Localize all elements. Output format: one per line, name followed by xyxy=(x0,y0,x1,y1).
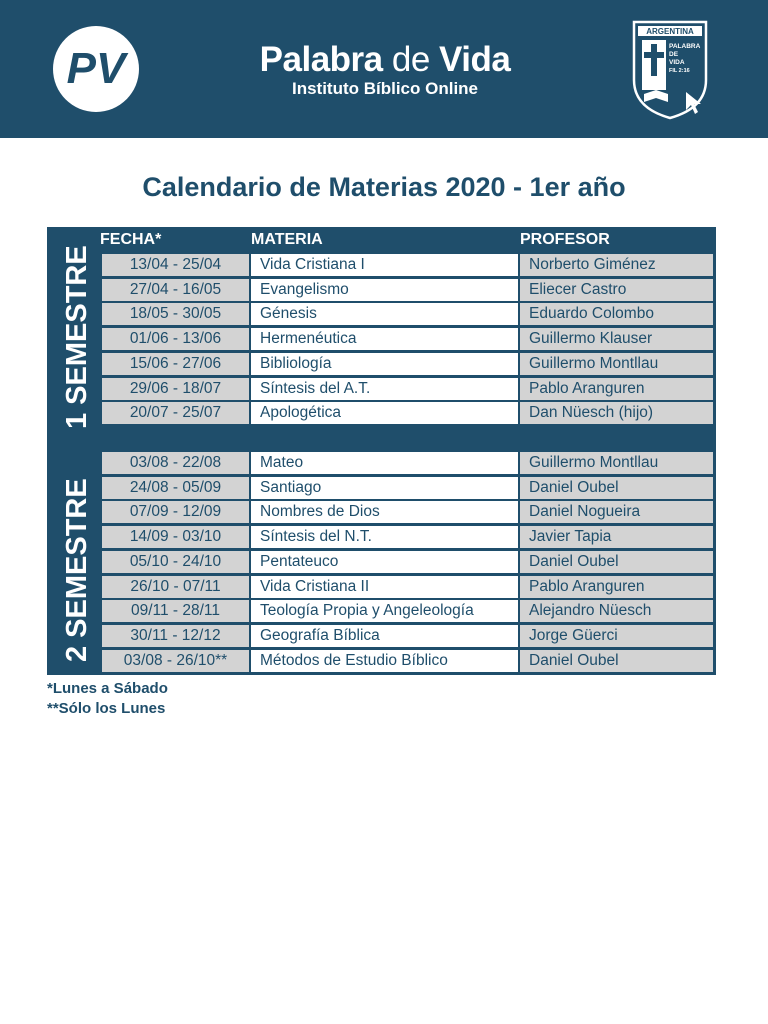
cell-materia: Génesis xyxy=(251,303,518,325)
column-header-profesor: PROFESOR xyxy=(520,231,610,248)
cell-fecha: 13/04 - 25/04 xyxy=(102,254,249,276)
cell-profesor: Eduardo Colombo xyxy=(520,303,713,325)
cell-fecha: 09/11 - 28/11 xyxy=(102,600,249,622)
brand-title xyxy=(190,40,580,80)
table-row xyxy=(47,303,716,325)
footnote-1: *Lunes a Sábado xyxy=(47,680,168,697)
cell-fecha: 29/06 - 18/07 xyxy=(102,378,249,400)
cell-profesor: Guillermo Klauser xyxy=(520,328,713,350)
semester-2-label: 2 SEMESTRE xyxy=(61,478,93,662)
schedule-table xyxy=(47,227,716,675)
cell-profesor: Pablo Aranguren xyxy=(520,576,713,598)
shield-line-4: FIL 2:16 xyxy=(669,68,690,74)
shield-line-1: PALABRA xyxy=(669,43,701,50)
cell-fecha: 01/06 - 13/06 xyxy=(102,328,249,350)
semester-1-label: 1 SEMESTRE xyxy=(61,245,93,429)
table-row xyxy=(47,600,716,622)
shield-country-text: ARGENTINA xyxy=(646,27,694,36)
cell-materia: Hermenéutica xyxy=(251,328,518,350)
column-header-materia: MATERIA xyxy=(251,231,323,248)
footnotes xyxy=(47,679,168,719)
brand-word-3: Vida xyxy=(439,40,511,79)
cell-materia: Apologética xyxy=(251,402,518,424)
cell-materia: Síntesis del A.T. xyxy=(251,378,518,400)
cell-fecha: 20/07 - 25/07 xyxy=(102,402,249,424)
table-row xyxy=(47,378,716,400)
cell-materia: Mateo xyxy=(251,452,518,474)
cell-fecha: 05/10 - 24/10 xyxy=(102,551,249,573)
table-row xyxy=(47,576,716,598)
brand-word-2: de xyxy=(382,40,440,79)
footnote-2: **Sólo los Lunes xyxy=(47,700,166,717)
cell-materia: Geografía Bíblica xyxy=(251,625,518,647)
brand-word-1: Palabra xyxy=(259,40,383,79)
page-title: Calendario de Materias 2020 - 1er año xyxy=(142,172,626,202)
cell-profesor: Daniel Oubel xyxy=(520,650,713,672)
brand-subtitle: Instituto Bíblico Online xyxy=(291,79,479,98)
cell-materia: Bibliología xyxy=(251,353,518,375)
cell-profesor: Dan Nüesch (hijo) xyxy=(520,402,713,424)
table-row xyxy=(47,477,716,499)
cell-materia: Evangelismo xyxy=(251,279,518,301)
cell-profesor: Guillermo Montllau xyxy=(520,353,713,375)
cell-fecha: 07/09 - 12/09 xyxy=(102,501,249,523)
cell-profesor: Norberto Giménez xyxy=(520,254,713,276)
cell-profesor: Daniel Oubel xyxy=(520,551,713,573)
cell-materia: Nombres de Dios xyxy=(251,501,518,523)
cell-fecha: 14/09 - 03/10 xyxy=(102,526,249,548)
table-row xyxy=(47,625,716,647)
cell-fecha: 24/08 - 05/09 xyxy=(102,477,249,499)
brand-block xyxy=(190,40,580,98)
cell-materia: Métodos de Estudio Bíblico xyxy=(251,650,518,672)
cell-profesor: Daniel Nogueira xyxy=(520,501,713,523)
table-row xyxy=(47,501,716,523)
table-row xyxy=(47,279,716,301)
cell-materia: Pentateuco xyxy=(251,551,518,573)
cell-materia: Santiago xyxy=(251,477,518,499)
cell-profesor: Javier Tapia xyxy=(520,526,713,548)
pv-logo-text: PV xyxy=(66,44,126,93)
shield-line-3: VIDA xyxy=(669,59,685,66)
cell-fecha: 03/08 - 26/10** xyxy=(102,650,249,672)
cell-fecha: 30/11 - 12/12 xyxy=(102,625,249,647)
pv-logo-icon xyxy=(52,25,140,113)
table-row xyxy=(47,254,716,276)
cell-fecha: 18/05 - 30/05 xyxy=(102,303,249,325)
cell-profesor: Daniel Oubel xyxy=(520,477,713,499)
cell-profesor: Guillermo Montllau xyxy=(520,452,713,474)
cell-materia: Vida Cristiana II xyxy=(251,576,518,598)
table-row xyxy=(47,402,716,424)
table-row xyxy=(47,353,716,375)
cell-fecha: 03/08 - 22/08 xyxy=(102,452,249,474)
cell-fecha: 27/04 - 16/05 xyxy=(102,279,249,301)
table-row xyxy=(47,526,716,548)
table-row xyxy=(47,650,716,672)
table-row xyxy=(47,328,716,350)
shield-line-2: DE xyxy=(669,51,679,58)
shield-crest-icon xyxy=(630,20,710,120)
cell-fecha: 26/10 - 07/11 xyxy=(102,576,249,598)
cell-profesor: Pablo Aranguren xyxy=(520,378,713,400)
table-row xyxy=(47,551,716,573)
column-header-fecha: FECHA* xyxy=(100,231,162,248)
cell-materia: Vida Cristiana I xyxy=(251,254,518,276)
cell-profesor: Eliecer Castro xyxy=(520,279,713,301)
cell-profesor: Jorge Güerci xyxy=(520,625,713,647)
cell-fecha: 15/06 - 27/06 xyxy=(102,353,249,375)
cell-materia: Teología Propia y Angeleología xyxy=(251,600,518,622)
table-row xyxy=(47,452,716,474)
header-banner xyxy=(0,0,768,138)
cell-profesor: Alejandro Nüesch xyxy=(520,600,713,622)
cell-materia: Síntesis del N.T. xyxy=(251,526,518,548)
